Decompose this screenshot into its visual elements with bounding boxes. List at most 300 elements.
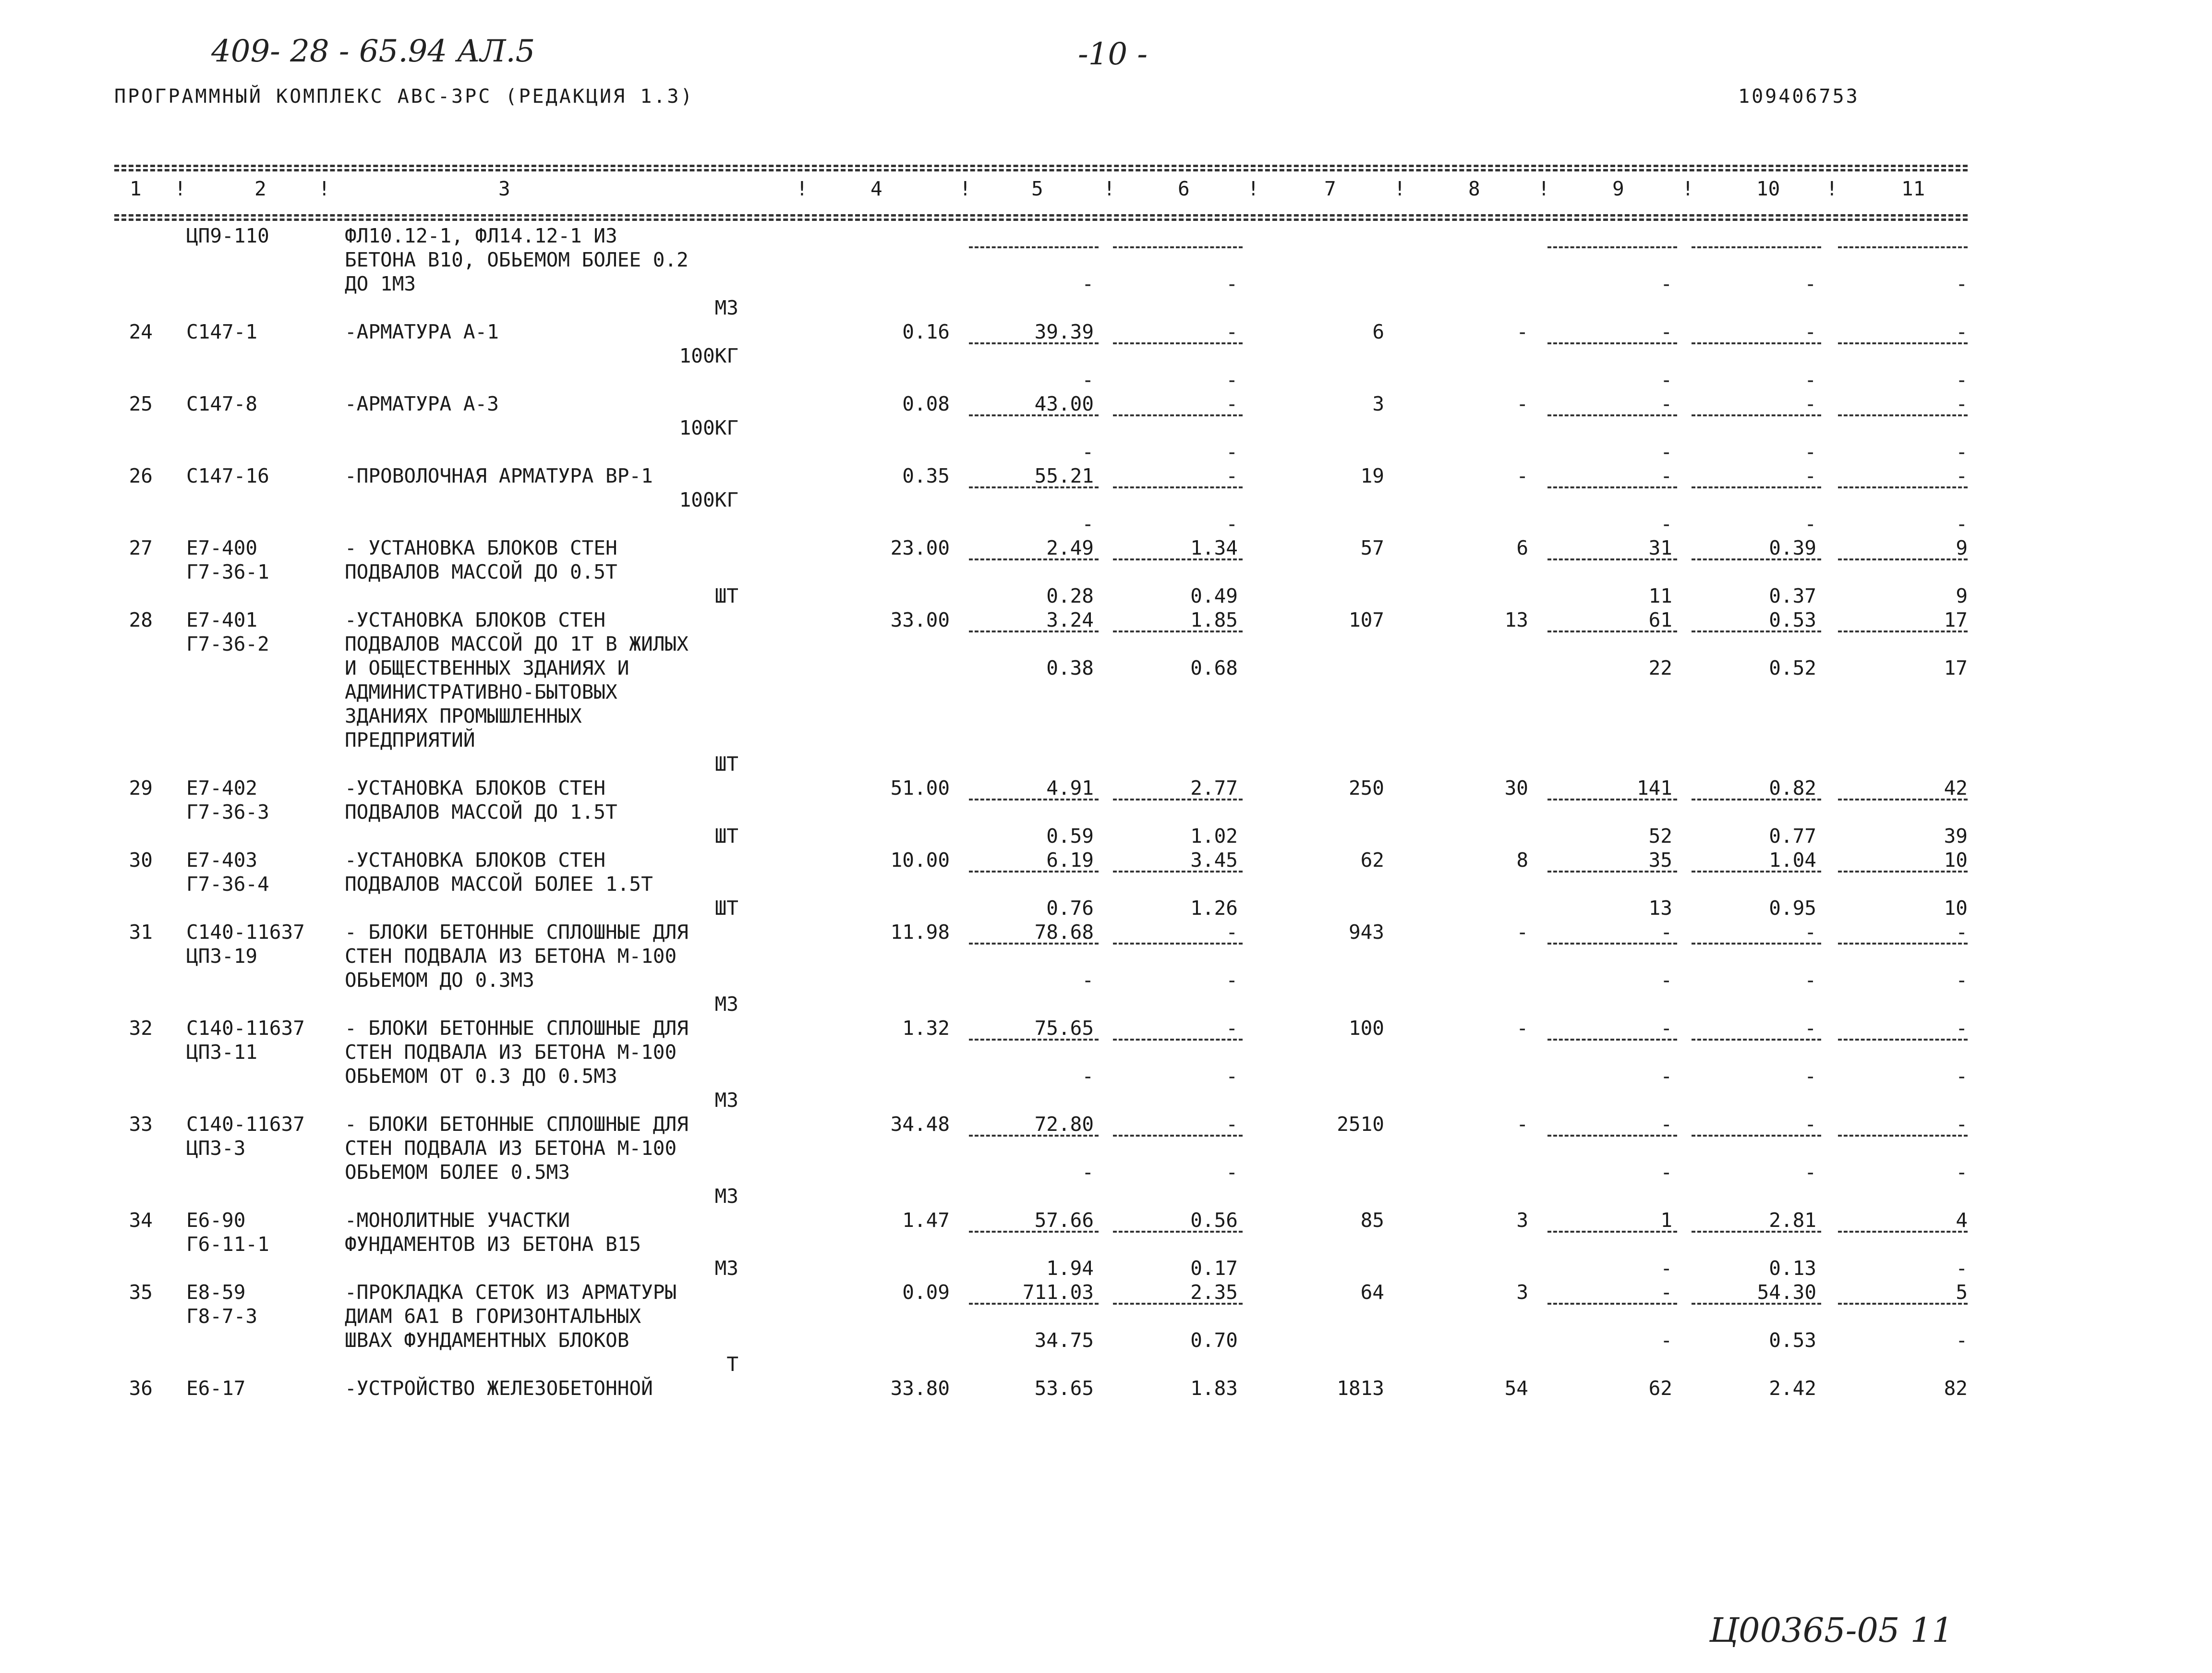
column-separator: ! [959,177,971,200]
value-divider-dash [1547,1231,1677,1233]
work-description: -УСТАНОВКА БЛОКОВ СТЕН [345,608,606,631]
col10-value: - [1804,464,1816,487]
resource-code: Г6-11-1 [186,1233,269,1256]
col9-sub-value: - [1660,1065,1672,1088]
value-divider-dash [969,943,1099,945]
header-bottom-rule [114,214,1968,217]
unit-of-measure: 100КГ [679,416,738,439]
machine-cost-sub-value: 0.70 [1190,1329,1238,1352]
machine-cost-sub-value: 0.17 [1190,1257,1238,1280]
work-description: БЕТОНА В10, ОБЬЕМОМ БОЛЕЕ 0.2 [345,248,689,271]
value-divider-dash [1692,871,1821,873]
col9-value: 31 [1648,536,1672,559]
resource-code: Г7-36-4 [186,873,269,896]
unit-of-measure: ШТ [714,584,738,607]
col11-sub-value: - [1956,969,1968,992]
unit-cost-sub-value: 0.76 [1046,897,1094,920]
machine-cost-sub-value: - [1226,272,1238,295]
work-description: - БЛОКИ БЕТОННЫЕ СПЛОШНЫЕ ДЛЯ [345,921,689,944]
column-header-5: 5 [1031,177,1043,200]
total-cost-value: 62 [1360,849,1384,872]
quantity-value: 33.00 [890,608,950,631]
unit-cost-value: 39.39 [1034,320,1094,343]
value-divider-dash [1692,1039,1821,1041]
work-description: - БЛОКИ БЕТОННЫЕ СПЛОШНЫЕ ДЛЯ [345,1017,689,1040]
value-divider-dash [969,1231,1099,1233]
unit-cost-value: 3.24 [1046,608,1094,631]
resource-code: Е6-17 [186,1377,246,1400]
col10-value: - [1804,1017,1816,1040]
header-bottom-rule-2 [114,218,1968,221]
quantity-value: 10.00 [890,849,950,872]
unit-cost-sub-value: - [1082,1065,1094,1088]
total-cost-value: 250 [1348,776,1384,800]
value-divider-dash [1838,486,1968,488]
labor-value: 8 [1516,849,1528,872]
unit-of-measure: Т [726,1353,738,1376]
col10-value: 0.82 [1769,776,1816,800]
labor-value: - [1516,1017,1528,1040]
row-number: 36 [129,1377,153,1400]
col10-value: - [1804,392,1816,415]
row-number: 24 [129,320,153,343]
column-header-3: 3 [498,177,510,200]
col10-value: - [1804,320,1816,343]
col11-value: - [1956,392,1968,415]
unit-of-measure: М3 [714,993,738,1016]
col10-sub-value: 0.52 [1769,656,1816,679]
quantity-value: 33.80 [890,1377,950,1400]
column-header-4: 4 [870,177,882,200]
work-description: СТЕН ПОДВАЛА ИЗ БЕТОНА М-100 [345,1137,677,1160]
work-description: ОБЬЕМОМ ОТ 0.3 ДО 0.5М3 [345,1065,617,1088]
total-cost-value: 2510 [1337,1113,1384,1136]
column-header-11: 11 [1901,177,1925,200]
col9-value: 141 [1636,776,1672,800]
col9-sub-value: - [1660,969,1672,992]
resource-code: Е7-401 [186,608,258,631]
col9-value: 62 [1648,1377,1672,1400]
col9-value: - [1660,320,1672,343]
resource-code: С140-11637 [186,921,305,944]
row-number: 35 [129,1281,153,1304]
unit-cost-sub-value: 34.75 [1034,1329,1094,1352]
unit-cost-value: 72.80 [1034,1113,1094,1136]
col9-value: - [1660,1281,1672,1304]
value-divider-dash [1547,871,1677,873]
machine-cost-sub-value: 0.49 [1190,584,1238,607]
quantity-value: 0.08 [902,392,950,415]
col10-sub-value: 0.53 [1769,1329,1816,1352]
value-divider-dash [969,342,1099,344]
value-divider-dash [1692,799,1821,800]
row-number: 33 [129,1113,153,1136]
column-header-9: 9 [1612,177,1624,200]
quantity-value: 0.16 [902,320,950,343]
unit-cost-value: 78.68 [1034,921,1094,944]
resource-code: Г7-36-2 [186,632,269,655]
work-description: ПОДВАЛОВ МАССОЙ ДО 0.5Т [345,560,617,583]
labor-value: - [1516,320,1528,343]
unit-of-measure: 100КГ [679,488,738,511]
col9-sub-value: - [1660,1257,1672,1280]
quantity-value: 51.00 [890,776,950,800]
value-divider-dash [1838,558,1968,560]
value-divider-dash [1547,1303,1677,1305]
unit-cost-value: 75.65 [1034,1017,1094,1040]
resource-code: С140-11637 [186,1113,305,1136]
column-separator: ! [1103,177,1115,200]
value-divider-dash [969,558,1099,560]
table-row [114,536,1968,608]
col9-value: - [1660,1017,1672,1040]
table-top-rule [114,165,1968,167]
value-divider-dash [1113,558,1243,560]
unit-cost-value: 6.19 [1046,849,1094,872]
unit-of-measure: М3 [714,296,738,319]
col9-sub-value: - [1660,368,1672,391]
resource-code: Е7-402 [186,776,258,800]
quantity-value: 0.09 [902,1281,950,1304]
resource-code: Г7-36-1 [186,560,269,583]
unit-of-measure: М3 [714,1089,738,1112]
col11-value: - [1956,320,1968,343]
unit-cost-value: 53.65 [1034,1377,1094,1400]
value-divider-dash [1113,246,1243,248]
work-description: -УСТАНОВКА БЛОКОВ СТЕН [345,776,606,800]
quantity-value: 23.00 [890,536,950,559]
row-number: 27 [129,536,153,559]
col11-value: 42 [1944,776,1968,800]
work-description: - БЛОКИ БЕТОННЫЕ СПЛОШНЫЕ ДЛЯ [345,1113,689,1136]
work-description: ПОДВАЛОВ МАССОЙ ДО 1Т В ЖИЛЫХ [345,632,689,655]
column-header-6: 6 [1178,177,1190,200]
column-separator: ! [1538,177,1550,200]
col10-value: 2.42 [1769,1377,1816,1400]
total-cost-value: 1813 [1337,1377,1384,1400]
unit-of-measure: ШТ [714,824,738,848]
work-description: ПОДВАЛОВ МАССОЙ БОЛЕЕ 1.5Т [345,873,653,896]
machine-cost-value: - [1226,464,1238,487]
quantity-value: 1.47 [902,1209,950,1232]
unit-cost-sub-value: - [1082,1161,1094,1184]
row-number: 31 [129,921,153,944]
col11-sub-value: 17 [1944,656,1968,679]
col11-value: - [1956,464,1968,487]
value-divider-dash [1547,486,1677,488]
machine-cost-value: - [1226,1113,1238,1136]
col11-sub-value: - [1956,272,1968,295]
value-divider-dash [1547,1039,1677,1041]
unit-cost-value: 2.49 [1046,536,1094,559]
machine-cost-value: 2.35 [1190,1281,1238,1304]
total-cost-value: 6 [1372,320,1384,343]
value-divider-dash [1838,943,1968,945]
table-row [114,392,1968,464]
labor-value: - [1516,392,1528,415]
labor-value: 54 [1504,1377,1528,1400]
total-cost-value: 57 [1360,536,1384,559]
table-row [114,320,1968,392]
quantity-value: 1.32 [902,1017,950,1040]
resource-code: ЦП9-110 [186,224,269,247]
unit-cost-sub-value: 0.59 [1046,824,1094,848]
col11-value: 82 [1944,1377,1968,1400]
col10-sub-value: - [1804,1161,1816,1184]
labor-value: 3 [1516,1209,1528,1232]
quantity-value: 34.48 [890,1113,950,1136]
machine-cost-value: - [1226,392,1238,415]
value-divider-dash [1113,871,1243,873]
resource-code: С147-8 [186,392,258,415]
table-row [114,920,1968,1016]
col9-sub-value: 22 [1648,656,1672,679]
column-separator: ! [1826,177,1838,200]
machine-cost-value: - [1226,320,1238,343]
col9-value: - [1660,392,1672,415]
value-divider-dash [1692,246,1821,248]
value-divider-dash [1113,1135,1243,1137]
value-divider-dash [1113,799,1243,800]
col9-value: 35 [1648,849,1672,872]
column-separator: ! [1394,177,1406,200]
value-divider-dash [969,1135,1099,1137]
unit-cost-value: 57.66 [1034,1209,1094,1232]
work-description: ПОДВАЛОВ МАССОЙ ДО 1.5Т [345,800,617,824]
work-description: -АРМАТУРА А-1 [345,320,499,343]
machine-cost-sub-value: - [1226,368,1238,391]
resource-code: ЦП3-11 [186,1041,258,1064]
unit-cost-sub-value: 0.38 [1046,656,1094,679]
column-separator: ! [174,177,186,200]
value-divider-dash [1838,1303,1968,1305]
value-divider-dash [1547,799,1677,800]
value-divider-dash [969,1303,1099,1305]
col10-value: 1.04 [1769,849,1816,872]
value-divider-dash [1692,342,1821,344]
labor-value: 3 [1516,1281,1528,1304]
handwritten-stamp: Ц00365-05 11 [1709,1611,1953,1650]
machine-cost-sub-value: 1.02 [1190,824,1238,848]
value-divider-dash [1692,1231,1821,1233]
col11-sub-value: - [1956,1065,1968,1088]
unit-of-measure: 100КГ [679,344,738,367]
labor-value: - [1516,1113,1528,1136]
machine-cost-sub-value: - [1226,1161,1238,1184]
machine-cost-value: 0.56 [1190,1209,1238,1232]
col10-sub-value: 0.37 [1769,584,1816,607]
work-description: -ПРОКЛАДКА СЕТОК ИЗ АРМАТУРЫ [345,1281,677,1304]
machine-cost-value: 1.85 [1190,608,1238,631]
table-row [114,776,1968,848]
value-divider-dash [1692,486,1821,488]
work-description: - УСТАНОВКА БЛОКОВ СТЕН [345,536,617,559]
value-divider-dash [1692,414,1821,416]
machine-cost-sub-value: - [1226,440,1238,463]
unit-cost-sub-value: - [1082,272,1094,295]
value-divider-dash [1113,1303,1243,1305]
work-description: СТЕН ПОДВАЛА ИЗ БЕТОНА М-100 [345,1041,677,1064]
col10-sub-value: - [1804,512,1816,535]
resource-code: Е6-90 [186,1209,246,1232]
work-description: ОБЬЕМОМ ДО 0.3М3 [345,969,534,992]
col11-value: - [1956,1017,1968,1040]
col9-sub-value: - [1660,1161,1672,1184]
col9-sub-value: 52 [1648,824,1672,848]
col11-value: 4 [1956,1209,1968,1232]
unit-cost-value: 55.21 [1034,464,1094,487]
value-divider-dash [1692,558,1821,560]
value-divider-dash [1113,1039,1243,1041]
table-row [114,464,1968,536]
machine-cost-value: - [1226,921,1238,944]
machine-cost-value: 1.83 [1190,1377,1238,1400]
value-divider-dash [1692,630,1821,632]
value-divider-dash [1547,558,1677,560]
unit-cost-sub-value: - [1082,440,1094,463]
value-divider-dash [969,414,1099,416]
total-cost-value: 943 [1348,921,1384,944]
value-divider-dash [1113,943,1243,945]
labor-value: 6 [1516,536,1528,559]
work-description: И ОБЩЕСТВЕННЫХ ЗДАНИЯХ И [345,656,629,679]
machine-cost-sub-value: - [1226,512,1238,535]
value-divider-dash [1838,414,1968,416]
work-description: АДМИНИСТРАТИВНО-БЫТОВЫХ [345,680,617,703]
value-divider-dash [1838,799,1968,800]
col10-sub-value: 0.13 [1769,1257,1816,1280]
unit-of-measure: ШТ [714,897,738,920]
work-description: ФЛ10.12-1, ФЛ14.12-1 ИЗ [345,224,617,247]
value-divider-dash [1692,943,1821,945]
col10-value: - [1804,921,1816,944]
value-divider-dash [1113,630,1243,632]
labor-value: - [1516,464,1528,487]
column-separator: ! [1682,177,1694,200]
col11-sub-value: - [1956,1257,1968,1280]
col11-sub-value: - [1956,368,1968,391]
work-description: -ПРОВОЛОЧНАЯ АРМАТУРА ВР-1 [345,464,653,487]
work-description: -МОНОЛИТНЫЕ УЧАСТКИ [345,1209,570,1232]
col11-sub-value: 10 [1944,897,1968,920]
work-description: ФУНДАМЕНТОВ ИЗ БЕТОНА В15 [345,1233,641,1256]
total-cost-value: 19 [1360,464,1384,487]
value-divider-dash [1838,630,1968,632]
column-separator: ! [796,177,808,200]
labor-value: 30 [1504,776,1528,800]
work-description: -УСТРОЙСТВО ЖЕЛЕЗОБЕТОННОЙ [345,1377,653,1400]
col9-sub-value: - [1660,512,1672,535]
machine-cost-sub-value: - [1226,1065,1238,1088]
unit-of-measure: М3 [714,1185,738,1208]
column-separator: ! [1247,177,1259,200]
col9-sub-value: 13 [1648,897,1672,920]
resource-code: Е7-400 [186,536,258,559]
col11-value: 10 [1944,849,1968,872]
row-number: 29 [129,776,153,800]
value-divider-dash [1547,1135,1677,1137]
col9-sub-value: - [1660,440,1672,463]
col11-sub-value: - [1956,1161,1968,1184]
table-row [114,224,1968,320]
col9-value: 1 [1660,1209,1672,1232]
unit-cost-sub-value: 1.94 [1046,1257,1094,1280]
unit-cost-sub-value: - [1082,368,1094,391]
unit-cost-value: 43.00 [1034,392,1094,415]
col10-sub-value: - [1804,1065,1816,1088]
value-divider-dash [1547,630,1677,632]
machine-cost-sub-value: 0.68 [1190,656,1238,679]
col9-sub-value: 11 [1648,584,1672,607]
value-divider-dash [1838,1231,1968,1233]
col11-value: - [1956,921,1968,944]
col9-value: - [1660,921,1672,944]
col11-sub-value: - [1956,1329,1968,1352]
column-header-row [114,177,1968,201]
resource-code: С140-11637 [186,1017,305,1040]
machine-cost-value: 2.77 [1190,776,1238,800]
machine-cost-sub-value: 1.26 [1190,897,1238,920]
machine-cost-value: 3.45 [1190,849,1238,872]
col11-sub-value: - [1956,512,1968,535]
row-number: 34 [129,1209,153,1232]
labor-value: 13 [1504,608,1528,631]
value-divider-dash [1838,871,1968,873]
value-divider-dash [969,799,1099,800]
col11-sub-value: 39 [1944,824,1968,848]
col9-sub-value: - [1660,1329,1672,1352]
resource-code: Е8-59 [186,1281,246,1304]
unit-cost-value: 4.91 [1046,776,1094,800]
column-header-7: 7 [1324,177,1336,200]
table-top-rule-2 [114,169,1968,171]
row-number: 25 [129,392,153,415]
col10-sub-value: 0.95 [1769,897,1816,920]
unit-cost-sub-value: - [1082,969,1094,992]
col11-value: - [1956,1113,1968,1136]
col10-value: 0.53 [1769,608,1816,631]
value-divider-dash [969,486,1099,488]
value-divider-dash [1838,246,1968,248]
col9-value: - [1660,464,1672,487]
total-cost-value: 100 [1348,1017,1384,1040]
table-row [114,1208,1968,1280]
col9-sub-value: - [1660,272,1672,295]
col10-sub-value: - [1804,272,1816,295]
total-cost-value: 64 [1360,1281,1384,1304]
unit-of-measure: М3 [714,1257,738,1280]
column-header-1: 1 [130,177,142,200]
col11-value: 5 [1956,1281,1968,1304]
total-cost-value: 85 [1360,1209,1384,1232]
resource-code: Г8-7-3 [186,1305,258,1328]
value-divider-dash [1113,414,1243,416]
value-divider-dash [1838,1135,1968,1137]
unit-cost-value: 711.03 [1022,1281,1094,1304]
resource-code: Е7-403 [186,849,258,872]
work-description: СТЕН ПОДВАЛА ИЗ БЕТОНА М-100 [345,945,677,968]
resource-code: Г7-36-3 [186,800,269,824]
work-description: ОБЬЕМОМ БОЛЕЕ 0.5М3 [345,1161,570,1184]
table-row [114,1016,1968,1112]
value-divider-dash [1113,1231,1243,1233]
col11-sub-value: - [1956,440,1968,463]
col10-sub-value: 0.77 [1769,824,1816,848]
handwritten-project-code: 409- 28 - 65.94 АЛ.5 [211,34,535,69]
col10-sub-value: - [1804,368,1816,391]
col11-value: 9 [1956,536,1968,559]
table-row [114,1112,1968,1208]
